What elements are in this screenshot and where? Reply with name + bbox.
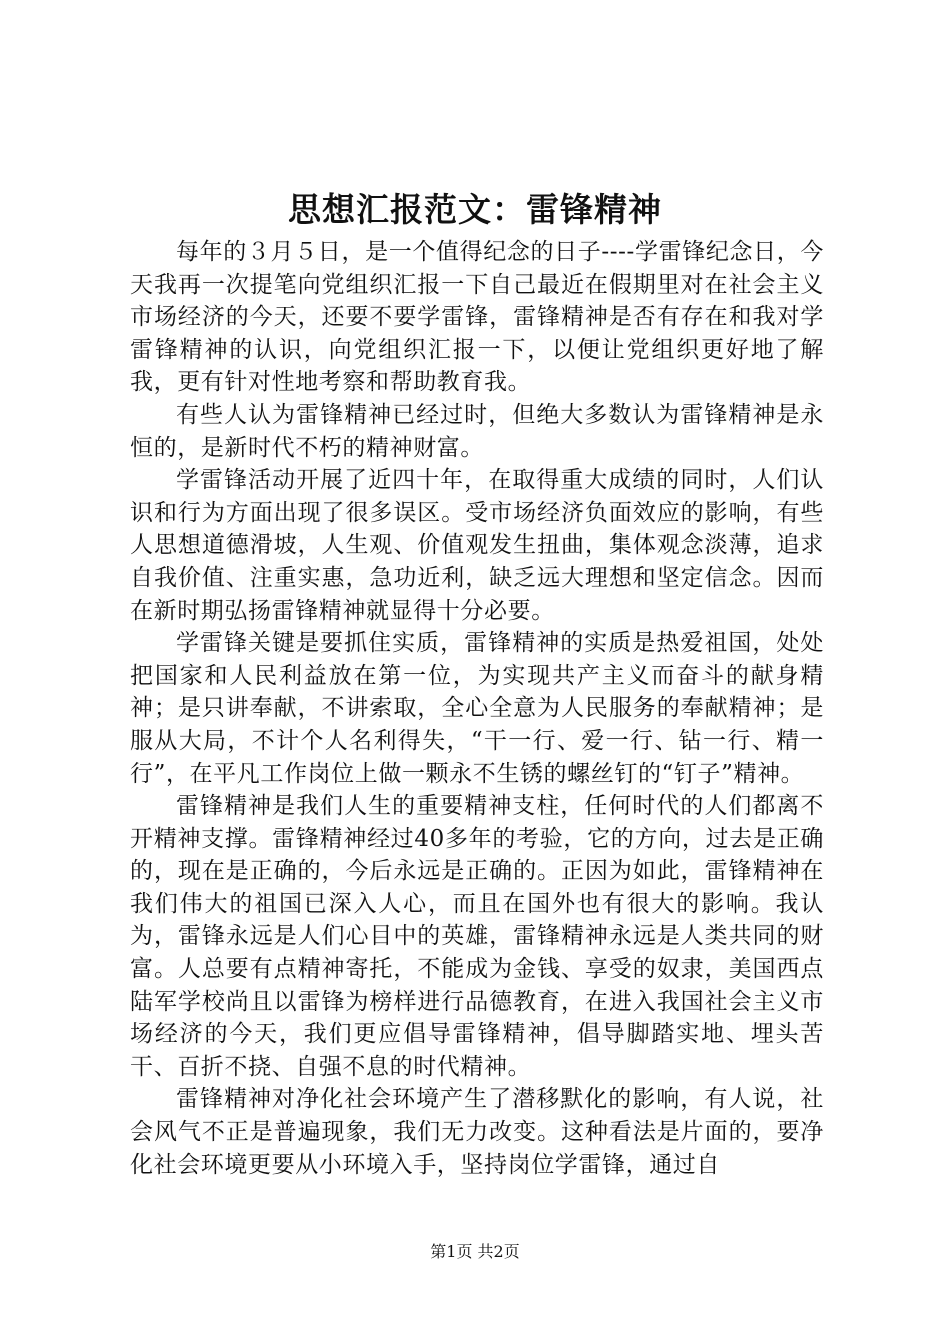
document-title: 思想汇报范文：雷锋精神 — [288, 190, 662, 229]
paragraph-2: 有些人认为雷锋精神已经过时，但绝大多数认为雷锋精神是永恒的，是新时代不朽的精神财富。 — [130, 401, 824, 461]
document-body — [130, 236, 824, 1181]
paragraph-5: 雷锋精神是我们人生的重要精神支柱，任何时代的人们都离不开精神支撑。雷锋精神经过40多年的考验，它的方向，过去是正确的，现在是正确的，今后永远是正确的。正因为如此，雷锋精神在我们伟大的祖国已深入人心，而且在国外也有很大的影响。我认为，雷锋永远是人们心目中的英雄，雷锋精神永远是人类共同的财富。人总要有点精神寄托，不能成为金钱、享受的奴隶，美国西点陆军学校尚且以雷锋为榜样进行品德教育，在进入我国社会主义市场经济的今天，我们更应倡导雷锋精神，倡导脚踏实地、埋头苦干、百折不挠、自强不息的时代精神。 — [130, 793, 824, 1080]
paragraph-4: 学雷锋关键是要抓住实质，雷锋精神的实质是热爱祖国，处处把国家和人民利益放在第一位，为实现共产主义而奋斗的献身精神；是只讲奉献，不讲索取，全心全意为人民服务的奉献精神；是服从大局，不计个人名利得失，“干一行、爱一行、钻一行、精一行”，在平凡工作岗位上做一颗永不生锈的螺丝钉的“钉子”精神。 — [130, 630, 824, 787]
paragraph-1: 每年的３月５日，是一个值得纪念的日子----学雷锋纪念日，今天我再一次提笔向党组织汇报一下自己最近在假期里对在社会主义市场经济的今天，还要不要学雷锋，雷锋精神是否有存在和我对学雷锋精神的认识，向党组织汇报一下，以便让党组织更好地了解我，更有针对性地考察和帮助教育我。 — [130, 239, 824, 396]
paragraph-3: 学雷锋活动开展了近四十年，在取得重大成绩的同时，人们认识和行为方面出现了很多误区。受市场经济负面效应的影响，有些人思想道德滑坡，人生观、价值观发生扭曲，集体观念淡薄，追求自我价值、注重实惠，急功近利，缺乏远大理想和坚定信念。因而在新时期弘扬雷锋精神就显得十分必要。 — [130, 467, 824, 624]
page-number-footer: 第1页 共2页 — [430, 1242, 520, 1261]
paragraph-6: 雷锋精神对净化社会环境产生了潜移默化的影响，有人说，社会风气不正是普遍现象，我们无力改变。这种看法是片面的，要净化社会环境更要从小环境入手，坚持岗位学雷锋，通过自 — [130, 1086, 824, 1178]
